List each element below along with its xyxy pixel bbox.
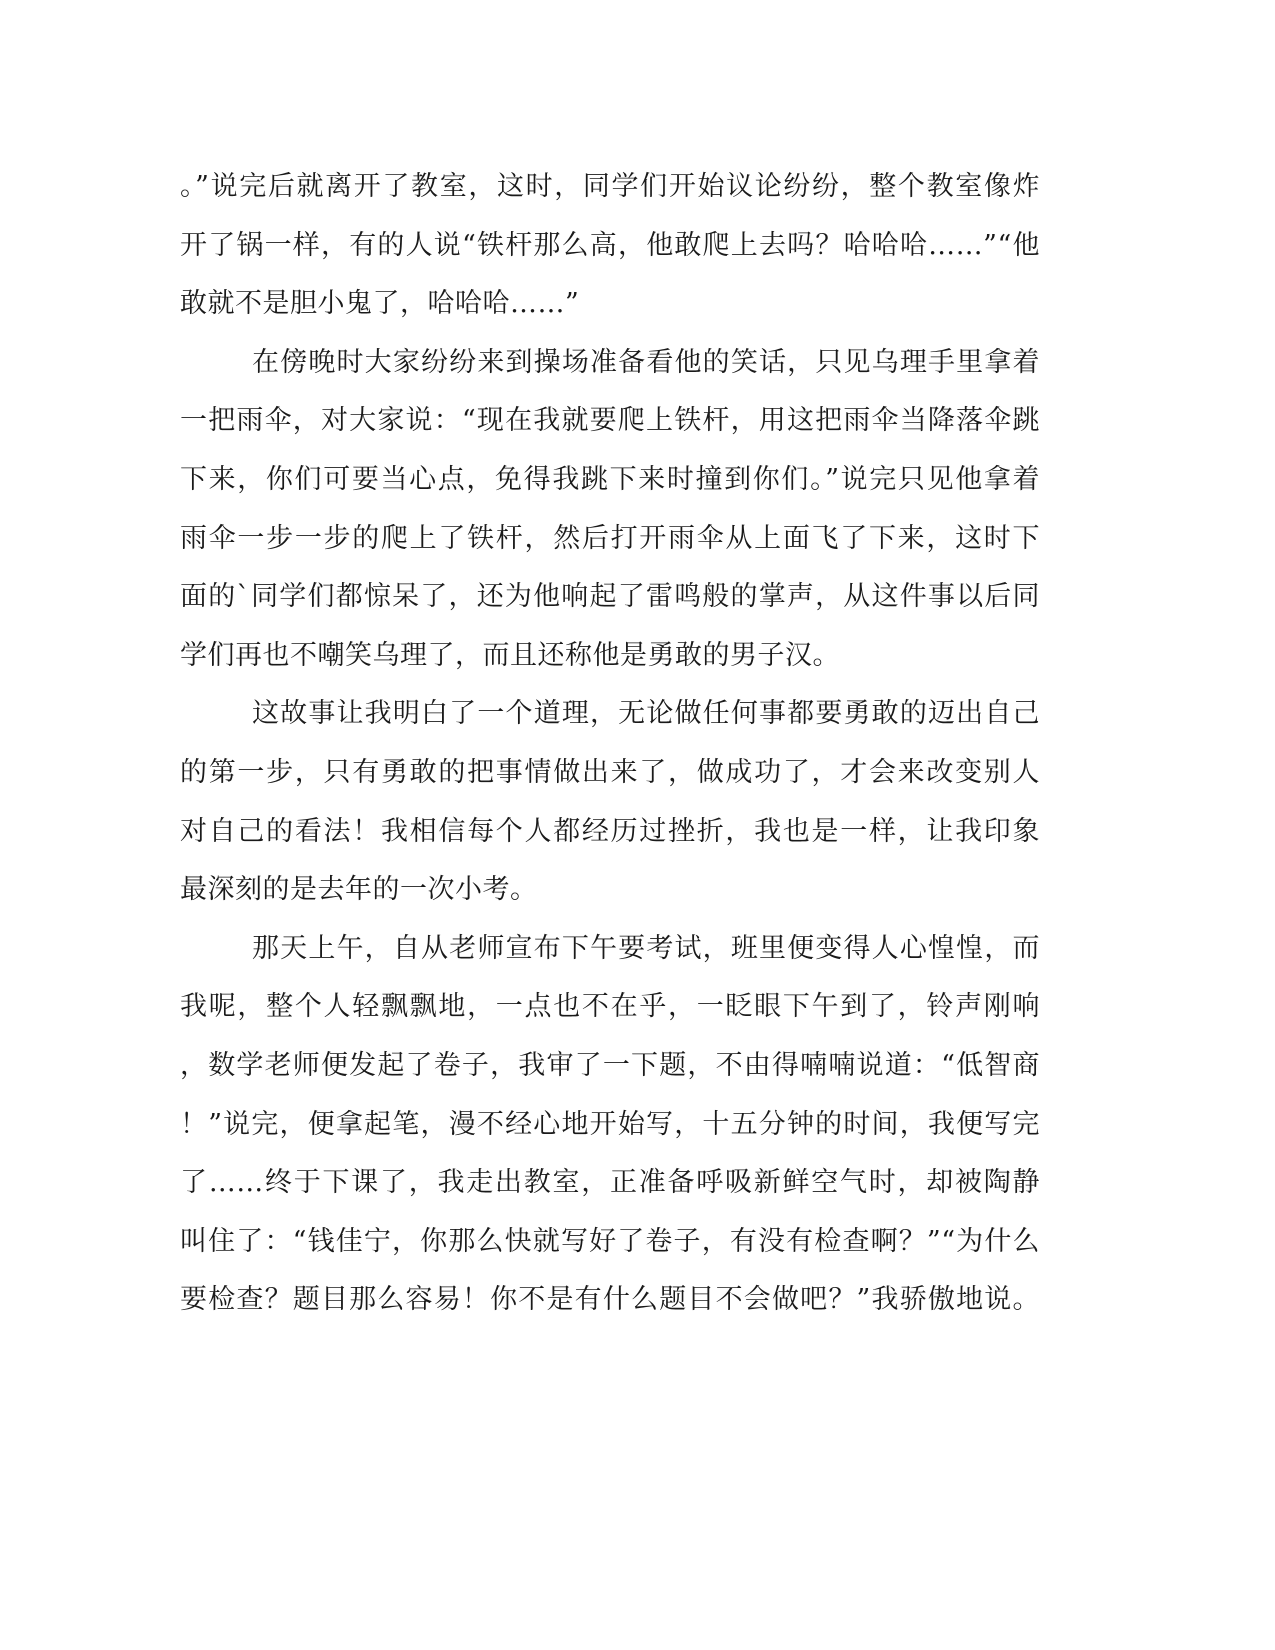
text-line: 叫住了：“钱佳宁，你那么快就写好了卷子，有没有检查啊？”“为什么 <box>180 1225 1040 1257</box>
text-line: 的第一步，只有勇敢的把事情做出来了，做成功了，才会来改变别人 <box>180 756 1040 788</box>
text-line: ！”说完，便拿起笔，漫不经心地开始写，十五分钟的时间，我便写完 <box>180 1108 1040 1140</box>
text-line: 一把雨伞，对大家说：“现在我就要爬上铁杆，用这把雨伞当降落伞跳 <box>180 405 1040 437</box>
paragraph-first-line: 这故事让我明白了一个道理，无论做任何事都要勇敢的迈出自己 <box>252 698 1040 730</box>
text-line: ，数学老师便发起了卷子，我审了一下题，不由得喃喃说道：“低智商 <box>180 1049 1040 1081</box>
text-line: 最深刻的是去年的一次小考。 <box>180 874 538 906</box>
text-line: 要检查？题目那么容易！你不是有什么题目不会做吧？”我骄傲地说。 <box>180 1284 1040 1316</box>
text-line: 敢就不是胆小鬼了，哈哈哈……” <box>180 288 580 320</box>
paragraph-first-line: 那天上午，自从老师宣布下午要考试，班里便变得人心惶惶，而 <box>252 932 1040 964</box>
text-line: 我呢，整个人轻飘飘地，一点也不在乎，一眨眼下午到了，铃声刚响 <box>180 991 1040 1023</box>
text-line: 下来，你们可要当心点，免得我跳下来时撞到你们。”说完只见他拿着 <box>180 463 1040 495</box>
text-line: 学们再也不嘲笑乌理了，而且还称他是勇敢的男子汉。 <box>180 639 840 671</box>
text-line: 。”说完后就离开了教室，这时，同学们开始议论纷纷，整个教室像炸 <box>180 171 1040 202</box>
text-line: 雨伞一步一步的爬上了铁杆，然后打开雨伞从上面飞了下来，这时下 <box>180 522 1040 554</box>
text-line: 开了锅一样，有的人说“铁杆那么高，他敢爬上去吗？哈哈哈……”“他 <box>180 229 1040 261</box>
body-text <box>180 158 1040 1330</box>
text-line: 了……终于下课了，我走出教室，正准备呼吸新鲜空气时，却被陶静 <box>180 1167 1040 1199</box>
paragraph-first-line: 在傍晚时大家纷纷来到操场准备看他的笑话，只见乌理手里拿着 <box>252 346 1040 378</box>
text-line: 面的`同学们都惊呆了，还为他响起了雷鸣般的掌声，从这件事以后同 <box>180 581 1040 613</box>
text-line: 对自己的看法！我相信每个人都经历过挫折，我也是一样，让我印象 <box>180 815 1040 847</box>
